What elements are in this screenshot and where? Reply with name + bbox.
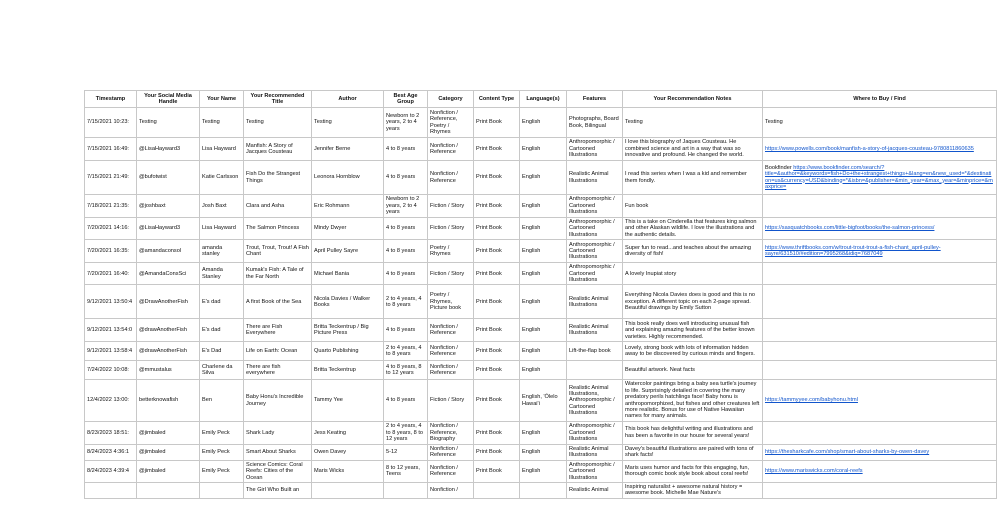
cell-name[interactable]: Testing (200, 108, 244, 138)
cell-notes[interactable]: Super fun to read...and teaches about the amazing diversity of fish! (623, 240, 763, 263)
cell-languages[interactable]: English (520, 342, 567, 361)
cell-timestamp[interactable] (85, 482, 137, 498)
cell-social-handle[interactable]: @drawAnotherFish (137, 342, 200, 361)
cell-social-handle[interactable]: betterknowafish (137, 380, 200, 421)
buy-link[interactable]: https://www.mariswicks.com/coral-reefs (765, 468, 863, 475)
cell-author[interactable]: Maris Wicks (312, 460, 384, 482)
cell-content-type[interactable]: Print Book (474, 285, 520, 319)
table-row (85, 482, 997, 498)
table-row (85, 361, 997, 380)
cell-notes[interactable]: Fun book (623, 195, 763, 218)
cell-where-to-buy[interactable] (763, 421, 997, 444)
cell-languages[interactable]: English, 'Ōlelo Hawai'i (520, 380, 567, 421)
table-row (85, 240, 997, 263)
buy-link[interactable]: https://www.bookfinder.com/search/?title=&author=&keywords=fish+Do+the+strangest+things+&lang=en&new_used=*&destination=us&currency=USD&binding=*&isbn=&publisher=&min_year=&max_year=&minprice=&maxprice= (765, 164, 993, 190)
cell-age-group[interactable]: Newborn to 2 years, 2 to 4 years (384, 108, 428, 138)
header-notes[interactable]: Your Recommendation Notes (623, 91, 763, 108)
table-row (85, 195, 997, 218)
cell-features[interactable]: Anthropomorphic / Cartooned Illustrations (567, 240, 623, 263)
cell-age-group[interactable]: 2 to 4 years, 4 to 8 years (384, 285, 428, 319)
cell-social-handle[interactable]: Testing (137, 108, 200, 138)
cell-notes[interactable]: Inspiring naturalist + awesome natural history = awesome book. Michelle Mae Nature's (623, 482, 763, 498)
cell-title[interactable]: Kumak's Fish: A Tale of the Far North (244, 263, 312, 285)
cell-notes[interactable]: This book has delightful writing and illustrations and has been a favorite in our house for several years! (623, 421, 763, 444)
cell-content-type[interactable]: Print Book (474, 380, 520, 421)
cell-social-handle[interactable]: @drawAnotherFish (137, 319, 200, 342)
cell-title[interactable]: Testing (244, 108, 312, 138)
cell-category[interactable]: Nonfiction / Reference (428, 319, 474, 342)
cell-timestamp[interactable]: 7/18/2021 21:35: (85, 195, 137, 218)
cell-where-to-buy[interactable] (763, 460, 997, 482)
header-languages[interactable]: Language(s) (520, 91, 567, 108)
header-age-group[interactable]: Best Age Group (384, 91, 428, 108)
cell-social-handle[interactable]: @joshbaxt (137, 195, 200, 218)
cell-content-type[interactable]: Print Book (474, 421, 520, 444)
table-row (85, 138, 997, 161)
cell-category[interactable]: Nonfiction / Reference (428, 460, 474, 482)
cell-content-type[interactable]: Print Book (474, 108, 520, 138)
cell-timestamp[interactable]: 9/12/2021 13:58:4 (85, 342, 137, 361)
cell-age-group[interactable]: 4 to 8 years (384, 138, 428, 161)
cell-where-to-buy[interactable] (763, 444, 997, 460)
cell-timestamp[interactable]: 7/15/2021 10:23: (85, 108, 137, 138)
cell-features[interactable]: Anthropomorphic / Cartooned Illustrations (567, 195, 623, 218)
cell-content-type[interactable]: Print Book (474, 218, 520, 240)
table-row (85, 263, 997, 285)
cell-features[interactable]: Anthropomorphic / Cartooned Illustrations (567, 218, 623, 240)
table-row (85, 380, 997, 421)
table-row (85, 444, 997, 460)
cell-timestamp[interactable]: 12/4/2022 13:00: (85, 380, 137, 421)
cell-age-group[interactable]: 4 to 8 years (384, 380, 428, 421)
cell-notes[interactable]: This book really does well introducing unusual fish and explaining amazing features of the better known varieties. Highly recommended. (623, 319, 763, 342)
cell-name[interactable]: Emily Peck (200, 421, 244, 444)
cell-features[interactable]: Anthropomorphic / Cartooned Illustrations (567, 421, 623, 444)
cell-title[interactable]: Life on Earth: Ocean (244, 342, 312, 361)
cell-where-to-buy[interactable] (763, 342, 997, 361)
cell-content-type[interactable]: Print Book (474, 161, 520, 195)
cell-social-handle[interactable]: @jimbaled (137, 460, 200, 482)
cell-author[interactable]: Tammy Yee (312, 380, 384, 421)
cell-where-to-buy[interactable] (763, 380, 997, 421)
cell-author[interactable]: Britta Teckentrup (312, 361, 384, 380)
cell-title[interactable]: Shark Lady (244, 421, 312, 444)
cell-category[interactable]: Nonfiction / Reference (428, 444, 474, 460)
cell-name[interactable]: amanda stanley (200, 240, 244, 263)
cell-name[interactable]: Ben (200, 380, 244, 421)
cell-author[interactable]: Quarto Publishing (312, 342, 384, 361)
cell-category[interactable]: Nonfiction / Reference (428, 361, 474, 380)
cell-timestamp[interactable]: 7/24/2022 10:08: (85, 361, 137, 380)
table-row (85, 319, 997, 342)
cell-where-to-buy[interactable] (763, 138, 997, 161)
table-row (85, 285, 997, 319)
cell-features[interactable]: Lift-the-flap book (567, 342, 623, 361)
cell-name[interactable]: Charlene da Silva (200, 361, 244, 380)
cell-author[interactable]: Nicola Davies / Walker Books (312, 285, 384, 319)
header-timestamp[interactable]: Timestamp (85, 91, 137, 108)
cell-social-handle[interactable]: @LisaHayward3 (137, 218, 200, 240)
cell-timestamp[interactable]: 9/12/2021 13:50:4 (85, 285, 137, 319)
cell-content-type[interactable]: Print Book (474, 342, 520, 361)
cell-author[interactable]: Jess Keating (312, 421, 384, 444)
cell-social-handle[interactable]: @jimbaled (137, 421, 200, 444)
cell-languages[interactable]: English (520, 421, 567, 444)
cell-name[interactable]: Emily Peck (200, 460, 244, 482)
cell-languages[interactable]: English (520, 240, 567, 263)
header-social-handle[interactable]: Your Social Media Handle (137, 91, 200, 108)
cell-title[interactable]: Baby Honu's Incredible Journey (244, 380, 312, 421)
cell-name[interactable]: Lisa Hayward (200, 138, 244, 161)
cell-name[interactable]: Amanda Stanley (200, 263, 244, 285)
cell-social-handle[interactable] (137, 482, 200, 498)
cell-category[interactable]: Nonfiction / Reference (428, 161, 474, 195)
cell-notes[interactable]: Testing (623, 108, 763, 138)
cell-author[interactable]: Michael Bania (312, 263, 384, 285)
cell-category[interactable]: Nonfiction / Reference, Biography (428, 421, 474, 444)
cell-category[interactable]: Nonfiction / Reference (428, 138, 474, 161)
cell-languages[interactable]: English (520, 263, 567, 285)
cell-timestamp[interactable]: 7/15/2021 21:49: (85, 161, 137, 195)
cell-title[interactable]: Clara and Asha (244, 195, 312, 218)
cell-social-handle[interactable]: @mmustalus (137, 361, 200, 380)
cell-content-type[interactable]: Print Book (474, 444, 520, 460)
cell-where-to-buy[interactable] (763, 161, 997, 195)
cell-content-type[interactable]: Print Book (474, 195, 520, 218)
cell-social-handle[interactable]: @DrawAnotherFish (137, 285, 200, 319)
cell-social-handle[interactable]: @LisaHayward3 (137, 138, 200, 161)
cell-age-group[interactable]: 8 to 12 years, Teens (384, 460, 428, 482)
cell-age-group[interactable]: 4 to 8 years (384, 319, 428, 342)
buy-link[interactable]: https://tammyyee.com/babyhonu.html (765, 397, 858, 404)
cell-languages[interactable]: English (520, 161, 567, 195)
cell-notes[interactable]: Beautiful artwork. Neat facts (623, 361, 763, 380)
cell-features[interactable]: Anthropomorphic / Cartooned Illustrations (567, 138, 623, 161)
cell-content-type[interactable]: Print Book (474, 361, 520, 380)
cell-age-group[interactable] (384, 482, 428, 498)
cell-notes[interactable]: Watercolor paintings bring a baby sea turtle's journey to life. Surprisingly detailed in covering the many predatory perils hatchlings face! Baby honu is anthropomorphized, but fishes and other creatures left more realistic. Bonus for use of Native Hawaiian names for many animals. (623, 380, 763, 421)
cell-notes[interactable]: Lovely, strong book with lots of information hidden away to be discovered by curious minds and fingers. (623, 342, 763, 361)
cell-timestamp[interactable]: 8/24/2023 4:36:1 (85, 444, 137, 460)
cell-title[interactable]: Smart About Sharks (244, 444, 312, 460)
cell-name[interactable]: Katie Carlsson (200, 161, 244, 195)
cell-languages[interactable] (520, 482, 567, 498)
cell-timestamp[interactable]: 7/15/2021 16:49: (85, 138, 137, 161)
header-row (85, 91, 997, 108)
cell-features[interactable]: Realistic Animal Illustrations, Anthropomorphic / Cartooned Illustrations (567, 380, 623, 421)
cell-notes[interactable]: Everything Nicola Davies does is good and this is no exception. A different topic on each 2-page spread. Beautiful drawings by Emily Sutton (623, 285, 763, 319)
cell-category[interactable]: Fiction / Story (428, 263, 474, 285)
cell-where-to-buy[interactable] (763, 285, 997, 319)
cell-notes[interactable]: I read this series when I was a kid and remember them fondly. (623, 161, 763, 195)
cell-notes[interactable]: I love this biography of Jaques Cousteau. He combined science and art in a way that was so innovative and profound. He changed the world. (623, 138, 763, 161)
cell-name[interactable]: E's dad (200, 285, 244, 319)
cell-timestamp[interactable]: 7/20/2021 16:40: (85, 263, 137, 285)
table-row (85, 460, 997, 482)
cell-where-to-buy[interactable] (763, 361, 997, 380)
cell-languages[interactable]: English (520, 108, 567, 138)
cell-title[interactable]: Fish Do the Strangest Things (244, 161, 312, 195)
cell-content-type[interactable]: Print Book (474, 263, 520, 285)
cell-where-to-buy[interactable] (763, 263, 997, 285)
cell-author[interactable]: Mindy Dwyer (312, 218, 384, 240)
cell-notes[interactable]: This is a take on Cinderella that features king salmon and other Alaskan wildlife. I love the illustrations and the authentic details. (623, 218, 763, 240)
cell-social-handle[interactable]: @jimbaled (137, 444, 200, 460)
cell-languages[interactable]: English (520, 460, 567, 482)
cell-languages[interactable]: English (520, 138, 567, 161)
cell-content-type[interactable]: Print Book (474, 319, 520, 342)
cell-features[interactable]: Realistic Animal Illustrations (567, 161, 623, 195)
cell-features[interactable]: Realistic Animal Illustrations (567, 285, 623, 319)
cell-age-group[interactable]: 4 to 8 years (384, 218, 428, 240)
buy-link[interactable]: https://thesharkcafe.com/shop/smart-about-sharks-by-owen-davey (765, 449, 930, 456)
cell-author[interactable]: Testing (312, 108, 384, 138)
buy-link[interactable]: https://www.powells.com/book/manfish-a-story-of-jacques-cousteau-9780811860635 (765, 145, 974, 152)
cell-category[interactable]: Nonfiction / (428, 482, 474, 498)
cell-author[interactable]: Jennifer Berne (312, 138, 384, 161)
cell-author[interactable]: Eric Rohmann (312, 195, 384, 218)
cell-age-group[interactable]: Newborn to 2 years, 2 to 4 years (384, 195, 428, 218)
cell-timestamp[interactable]: 9/12/2021 13:54:0 (85, 319, 137, 342)
cell-name[interactable]: E's Dad (200, 342, 244, 361)
table-row (85, 218, 997, 240)
cell-content-type[interactable] (474, 482, 520, 498)
buy-link[interactable]: https://sasquatchbooks.com/little-bigfoot/books/the-salmon-princess/ (765, 225, 935, 232)
header-author[interactable]: Author (312, 91, 384, 108)
cell-languages[interactable]: English (520, 444, 567, 460)
table-row (85, 108, 997, 138)
cell-social-handle[interactable]: @bufotwist (137, 161, 200, 195)
header-where-to-buy[interactable]: Where to Buy / Find (763, 91, 997, 108)
cell-languages[interactable]: English (520, 361, 567, 380)
cell-age-group[interactable]: 4 to 8 years (384, 161, 428, 195)
cell-where-to-buy[interactable]: Testing (763, 108, 997, 138)
cell-features[interactable]: Anthropomorphic / Cartooned Illustrations (567, 460, 623, 482)
cell-age-group[interactable]: 4 to 8 years, 8 to 12 years (384, 361, 428, 380)
header-name[interactable]: Your Name (200, 91, 244, 108)
cell-notes[interactable]: Maris uses humor and facts for this engaging, fun, thorough comic book style book about coral reefs! (623, 460, 763, 482)
cell-category[interactable]: Poetry / Rhymes, Picture book (428, 285, 474, 319)
cell-author[interactable] (312, 482, 384, 498)
cell-title[interactable]: There are fish everywhere (244, 361, 312, 380)
cell-title[interactable]: There are Fish Everywhere (244, 319, 312, 342)
cell-category[interactable]: Fiction / Story (428, 195, 474, 218)
cell-age-group[interactable]: 2 to 4 years, 4 to 8 years, 8 to 12 years (384, 421, 428, 444)
header-content-type[interactable]: Content Type (474, 91, 520, 108)
recommendations-table (84, 90, 997, 499)
buy-link[interactable]: https://www.thriftbooks.com/w/trout-trout-trout-a-fish-chant_april-pulley-sayre/631510/#edition=7995268&idiq=7687049 (765, 244, 941, 258)
cell-timestamp[interactable]: 7/20/2021 14:16: (85, 218, 137, 240)
cell-title[interactable]: The Girl Who Built an (244, 482, 312, 498)
cell-features[interactable] (567, 361, 623, 380)
cell-notes[interactable]: A lovely Inupiat story (623, 263, 763, 285)
cell-languages[interactable]: English (520, 319, 567, 342)
cell-prefix-text: Bookfinder (765, 164, 794, 171)
cell-age-group[interactable]: 5-12 (384, 444, 428, 460)
cell-social-handle[interactable]: @AmandaConsSci (137, 263, 200, 285)
spreadsheet (84, 90, 996, 499)
cell-content-type[interactable]: Print Book (474, 138, 520, 161)
cell-timestamp[interactable]: 7/20/2021 16:35: (85, 240, 137, 263)
cell-where-to-buy[interactable] (763, 240, 997, 263)
cell-social-handle[interactable]: @amandaconsol (137, 240, 200, 263)
cell-features[interactable]: Anthropomorphic / Cartooned Illustrations (567, 263, 623, 285)
cell-category[interactable]: Poetry / Rhymes (428, 240, 474, 263)
cell-timestamp[interactable]: 8/24/2023 4:39:4 (85, 460, 137, 482)
cell-features[interactable]: Realistic Animal Illustrations (567, 319, 623, 342)
cell-title[interactable]: Trout, Trout, Trout! A Fish Chant (244, 240, 312, 263)
cell-notes[interactable]: Davey's beautiful illustrations are paired with tons of shark facts! (623, 444, 763, 460)
table-row (85, 342, 997, 361)
cell-age-group[interactable]: 2 to 4 years, 4 to 8 years (384, 342, 428, 361)
cell-where-to-buy[interactable] (763, 195, 997, 218)
cell-category[interactable]: Fiction / Story (428, 380, 474, 421)
cell-title[interactable]: Manfish: A Story of Jacques Cousteau (244, 138, 312, 161)
cell-name[interactable]: Josh Baxt (200, 195, 244, 218)
cell-title[interactable]: A first Book of the Sea (244, 285, 312, 319)
cell-features[interactable]: Photographs, Board Book, Bilingual (567, 108, 623, 138)
cell-name[interactable]: E's dad (200, 319, 244, 342)
cell-where-to-buy[interactable] (763, 482, 997, 498)
table-row (85, 161, 997, 195)
cell-where-to-buy[interactable] (763, 218, 997, 240)
cell-features[interactable]: Realistic Animal (567, 482, 623, 498)
cell-name[interactable]: Emily Peck (200, 444, 244, 460)
cell-author[interactable]: April Pulley Sayre (312, 240, 384, 263)
cell-author[interactable]: Owen Davey (312, 444, 384, 460)
cell-category[interactable]: Nonfiction / Reference (428, 342, 474, 361)
table-row (85, 421, 997, 444)
cell-name[interactable] (200, 482, 244, 498)
cell-author[interactable]: Britta Teckentrup / Big Picture Press (312, 319, 384, 342)
cell-content-type[interactable]: Print Book (474, 460, 520, 482)
cell-languages[interactable]: English (520, 218, 567, 240)
cell-author[interactable]: Leonora Hornblow (312, 161, 384, 195)
cell-category[interactable]: Nonfiction / Reference, Poetry / Rhymes (428, 108, 474, 138)
header-category[interactable]: Category (428, 91, 474, 108)
header-title[interactable]: Your Recommended Title (244, 91, 312, 108)
cell-title[interactable]: Science Comics: Coral Reefs: Cities of the Ocean (244, 460, 312, 482)
cell-age-group[interactable]: 4 to 8 years (384, 240, 428, 263)
cell-timestamp[interactable]: 8/23/2023 18:51: (85, 421, 137, 444)
cell-age-group[interactable]: 4 to 8 years (384, 263, 428, 285)
cell-title[interactable]: The Salmon Princess (244, 218, 312, 240)
cell-languages[interactable]: English (520, 195, 567, 218)
cell-languages[interactable]: English (520, 285, 567, 319)
cell-category[interactable]: Fiction / Story (428, 218, 474, 240)
header-features[interactable]: Features (567, 91, 623, 108)
cell-features[interactable]: Realistic Animal Illustrations (567, 444, 623, 460)
cell-name[interactable]: Lisa Hayward (200, 218, 244, 240)
cell-content-type[interactable]: Print Book (474, 240, 520, 263)
cell-where-to-buy[interactable] (763, 319, 997, 342)
table-body (85, 108, 997, 499)
